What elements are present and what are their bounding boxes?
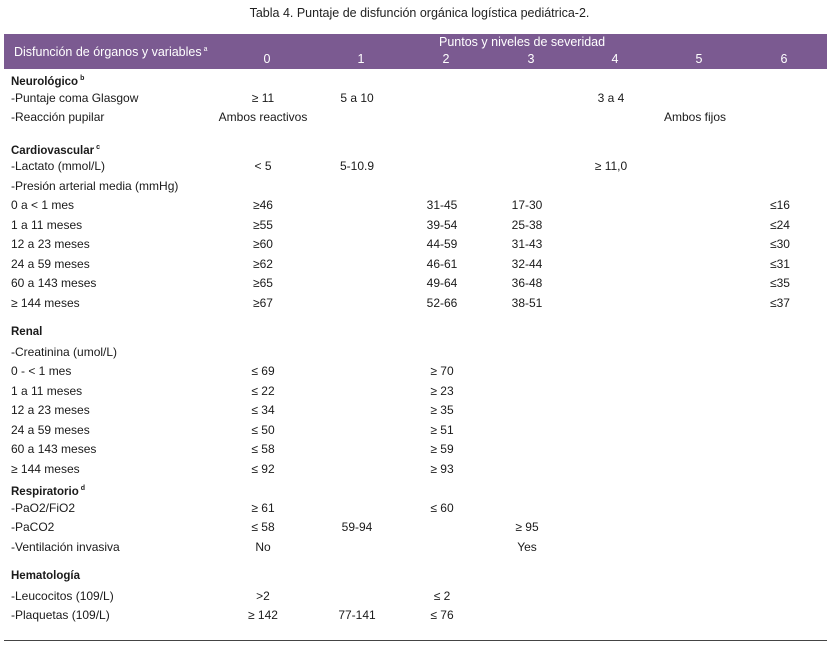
- header-level-5: 5: [695, 52, 703, 66]
- header-level-0: 0: [263, 52, 271, 66]
- header-first-col-label: Disfunción de órganos y variables: [14, 45, 202, 59]
- table-row: [4, 421, 827, 441]
- cell-level-3: 36-48: [511, 276, 543, 290]
- row-label-text: -Lactato (mmol/L): [11, 159, 106, 173]
- cell-level-0: < 5: [254, 159, 272, 173]
- row-label: [11, 518, 54, 538]
- row-label-text: ≥ 144 meses: [11, 295, 80, 310]
- section-row: [4, 567, 827, 587]
- row-label-text: -Creatinina (umol/L): [11, 344, 118, 359]
- row-label-text: 12 a 23 meses: [11, 403, 90, 417]
- section-row: [4, 479, 827, 499]
- row-label-text: Hematología: [11, 570, 81, 582]
- cell-level-2: ≥ 59: [430, 442, 454, 456]
- row-label-text: -Presión arterial media (mmHg): [11, 178, 179, 193]
- row-label-text: 12 a 23 meses: [11, 237, 90, 251]
- cell-level-6: ≤35: [770, 276, 790, 290]
- cell-level-0: ≥ 11: [251, 90, 275, 105]
- section-gap: [4, 313, 827, 323]
- header-first-col-sup: a: [203, 46, 208, 53]
- row-label: [11, 440, 96, 460]
- row-label: [11, 421, 90, 441]
- table-bottom-rule: [4, 640, 827, 641]
- cell-level-3: Yes: [517, 539, 537, 554]
- cell-level-4: 3 a 4: [597, 90, 625, 105]
- cell-level-0: ≤ 34: [251, 403, 275, 417]
- cell-level-2: ≥ 35: [430, 403, 454, 417]
- row-label: [11, 382, 82, 402]
- row-label: [11, 294, 80, 314]
- cell-level-2: 52-66: [426, 295, 458, 310]
- table-row: [4, 216, 827, 236]
- table-row: [4, 538, 827, 558]
- row-label-text: Neurológico: [11, 76, 79, 88]
- table-row: [4, 255, 827, 275]
- cell-level-2: ≤ 76: [430, 608, 454, 622]
- cell-level-0: >2: [256, 588, 270, 603]
- table-header: [4, 34, 827, 69]
- cell-level-6: ≤30: [770, 237, 790, 251]
- footnote-marker: b: [80, 75, 85, 82]
- row-label: [11, 157, 105, 177]
- row-label: [11, 362, 71, 382]
- cell-level-3: 32-44: [511, 256, 543, 271]
- section-row: [4, 323, 827, 343]
- cell-level-0: ≤ 58: [251, 520, 275, 534]
- row-label-text: -Puntaje coma Glasgow: [11, 90, 139, 105]
- row-label-text: 60 a 143 meses: [11, 442, 97, 456]
- cell-level-1: 5 a 10: [340, 90, 374, 105]
- cell-level-0: ≤ 69: [251, 364, 275, 378]
- row-label-text: 60 a 143 meses: [11, 276, 97, 290]
- section-row: [4, 69, 827, 89]
- table-row: [4, 157, 827, 177]
- row-label-text: Cardiovascular: [11, 144, 95, 157]
- table-row: [4, 108, 827, 128]
- row-label: [11, 196, 74, 216]
- cell-level-0: ≥ 142: [248, 608, 278, 622]
- cell-level-0: ≥ 61: [251, 500, 275, 515]
- cell-level-0: ≥46: [253, 198, 273, 212]
- row-label: [11, 460, 80, 480]
- row-label: [11, 255, 90, 275]
- table-row: [4, 587, 827, 607]
- header-level-1: 1: [357, 52, 365, 66]
- cell-level-6: ≤37: [770, 295, 790, 310]
- cell-level-2: 49-64: [426, 276, 458, 290]
- row-label-text: -Leucocitos (109/L): [11, 588, 114, 603]
- header-first-col: [14, 45, 208, 59]
- table-body: [4, 69, 827, 626]
- table-row: [4, 343, 827, 363]
- table-row: [4, 401, 827, 421]
- header-level-6: 6: [780, 52, 788, 66]
- table-row: [4, 440, 827, 460]
- row-label: [11, 235, 90, 255]
- section-title: [11, 567, 80, 587]
- row-label: [11, 177, 178, 197]
- cell-level-0: ≤ 22: [251, 383, 275, 398]
- cell-level-6: ≤24: [770, 217, 790, 232]
- cell-level-6: ≤16: [770, 198, 790, 212]
- table-row: [4, 362, 827, 382]
- section-row: [4, 138, 827, 158]
- table-row: [4, 606, 827, 626]
- cell-level-1: 59-94: [341, 520, 373, 534]
- table-row: [4, 460, 827, 480]
- table-row: [4, 235, 827, 255]
- row-label: [11, 401, 90, 421]
- section-title: [11, 323, 42, 343]
- table-row: [4, 177, 827, 197]
- row-label: [11, 89, 138, 109]
- row-label-text: ≥ 144 meses: [11, 461, 80, 476]
- header-level-2: 2: [442, 52, 450, 66]
- cell-level-4: ≥ 11,0: [594, 159, 628, 173]
- cell-level-0: Ambos reactivos: [218, 110, 308, 124]
- cell-level-2: ≥ 23: [430, 383, 454, 398]
- cell-level-1: 5-10.9: [339, 159, 375, 173]
- table-row: [4, 499, 827, 519]
- cell-level-2: ≤ 60: [430, 500, 454, 515]
- cell-level-3: ≥ 95: [515, 520, 539, 534]
- row-label: [11, 587, 114, 607]
- row-label: [11, 343, 117, 363]
- footnote-marker: c: [96, 143, 101, 151]
- cell-level-0: ≥67: [253, 295, 273, 310]
- cell-level-2: ≥ 93: [430, 461, 454, 476]
- row-label: [11, 274, 96, 294]
- cell-level-2: 31-45: [426, 198, 458, 212]
- cell-level-2: ≤ 2: [433, 588, 451, 603]
- cell-level-0: ≥62: [253, 256, 273, 271]
- severity-table: [4, 34, 827, 626]
- cell-level-0: ≥60: [253, 237, 273, 251]
- row-label: [11, 538, 120, 558]
- row-label: [11, 108, 104, 128]
- table-row: [4, 274, 827, 294]
- cell-level-2: 44-59: [426, 237, 458, 251]
- row-label: [11, 216, 82, 236]
- cell-level-0: ≤ 58: [251, 442, 275, 456]
- row-label-text: 24 a 59 meses: [11, 422, 90, 437]
- cell-level-2: ≥ 70: [430, 364, 454, 378]
- cell-level-5: Ambos fijos: [663, 110, 727, 124]
- header-level-3: 3: [527, 52, 535, 66]
- row-label-text: 0 - < 1 mes: [11, 364, 72, 378]
- cell-level-3: 25-38: [511, 217, 543, 232]
- cell-level-2: 39-54: [426, 217, 458, 232]
- row-label-text: Respiratorio: [11, 486, 79, 498]
- table-row: [4, 196, 827, 216]
- cell-level-0: ≤ 50: [251, 422, 275, 437]
- header-level-4: 4: [611, 52, 619, 66]
- row-label-text: -PaCO2: [11, 520, 55, 534]
- row-label-text: 0 a < 1 mes: [11, 198, 75, 212]
- table-caption: Tabla 4. Puntaje de disfunción orgánica logística pediátrica-2.: [249, 6, 590, 20]
- row-label-text: -Plaquetas (109/L): [11, 608, 110, 622]
- table-row: [4, 382, 827, 402]
- cell-level-0: ≤ 92: [251, 461, 275, 476]
- row-label-text: 24 a 59 meses: [11, 256, 90, 271]
- row-label: [11, 606, 110, 626]
- row-label-text: -PaO2/FiO2: [11, 500, 76, 515]
- row-label-text: 1 a 11 meses: [11, 217, 83, 232]
- row-label-text: 1 a 11 meses: [11, 383, 83, 398]
- table-row: [4, 518, 827, 538]
- cell-level-2: ≥ 51: [430, 422, 454, 437]
- row-label-text: -Ventilación invasiva: [11, 539, 120, 554]
- cell-level-6: ≤31: [770, 256, 790, 271]
- section-gap: [4, 128, 827, 138]
- cell-level-3: 17-30: [511, 198, 543, 212]
- cell-level-1: 77-141: [338, 608, 376, 622]
- section-gap: [4, 557, 827, 567]
- table-row: [4, 89, 827, 109]
- footnote-marker: d: [80, 485, 86, 492]
- cell-level-2: 46-61: [426, 256, 458, 271]
- row-label-text: Renal: [11, 326, 43, 338]
- cell-level-0: ≥65: [253, 276, 273, 290]
- table-row: [4, 294, 827, 314]
- cell-level-3: 38-51: [511, 295, 543, 310]
- row-label: [11, 499, 75, 519]
- cell-level-0: No: [255, 539, 271, 554]
- cell-level-0: ≥55: [253, 217, 273, 232]
- cell-level-3: 31-43: [511, 237, 543, 251]
- row-label-text: -Reacción pupilar: [11, 110, 105, 124]
- header-group-title: Puntos y niveles de severidad: [439, 35, 606, 49]
